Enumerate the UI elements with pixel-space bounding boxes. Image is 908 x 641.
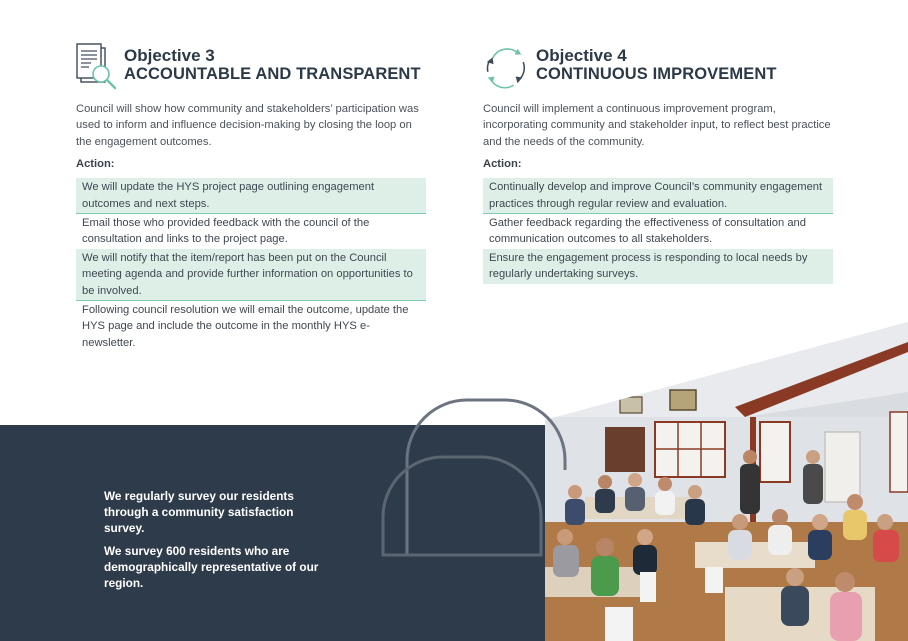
objective-3-title bbox=[124, 46, 421, 84]
action-item: We will update the HYS project page outlining engagement outcomes and next steps. bbox=[76, 178, 426, 214]
objective-4-description: Council will implement a continuous improvement program, incorporating community and stakeholder input, to reflect best practice and the needs of the community. bbox=[483, 103, 831, 148]
objective-4-action-list bbox=[483, 178, 833, 283]
action-item: Following council resolution we will email the outcome, update the HYS page and include the outcome in the monthly HYS e-newsletter. bbox=[82, 304, 409, 349]
objective-4-section bbox=[483, 42, 833, 284]
action-item: Continually develop and improve Council’s community engagement practices through regular review and evaluation. bbox=[483, 178, 833, 214]
action-item: Gather feedback regarding the effectiveness of consultation and communication outcomes to all stakeholders. bbox=[489, 217, 806, 246]
objective-3-section bbox=[76, 42, 426, 352]
action-item: We will notify that the item/report has been put on the Council meeting agenda and provide further information on opportunities to be involved. bbox=[76, 249, 426, 301]
objective-3-number: Objective 3 bbox=[124, 46, 215, 65]
objective-3-name: ACCOUNTABLE AND TRANSPARENT bbox=[124, 65, 421, 83]
action-item: Email those who provided feedback with the council of the consultation and links to the project page. bbox=[82, 217, 370, 246]
community-workshop-photo bbox=[545, 322, 908, 641]
objective-3-description: Council will show how community and stakeholders’ participation was used to inform and influence decision-making by closing the loop on the engagement outcomes. bbox=[76, 103, 419, 148]
survey-paragraph-2: We survey 600 residents who are demographically representative of our region. bbox=[104, 543, 319, 591]
survey-text bbox=[104, 488, 334, 591]
objective-4-title bbox=[536, 46, 777, 84]
cycle-arrows-icon bbox=[483, 42, 529, 90]
objective-4-name: CONTINUOUS IMPROVEMENT bbox=[536, 65, 777, 83]
objective-3-header bbox=[76, 42, 426, 92]
action-item: Ensure the engagement process is responding to local needs by regularly undertaking surveys. bbox=[483, 249, 833, 284]
objective-3-action-list bbox=[76, 178, 426, 352]
objective-4-header bbox=[483, 42, 833, 92]
objective-3-action-label: Action: bbox=[76, 158, 115, 171]
document-magnifier-icon bbox=[76, 42, 118, 90]
objective-4-action-label: Action: bbox=[483, 158, 522, 171]
objective-4-number: Objective 4 bbox=[536, 46, 627, 65]
survey-paragraph-1: We regularly survey our residents through a community satisfaction survey. bbox=[104, 489, 294, 536]
